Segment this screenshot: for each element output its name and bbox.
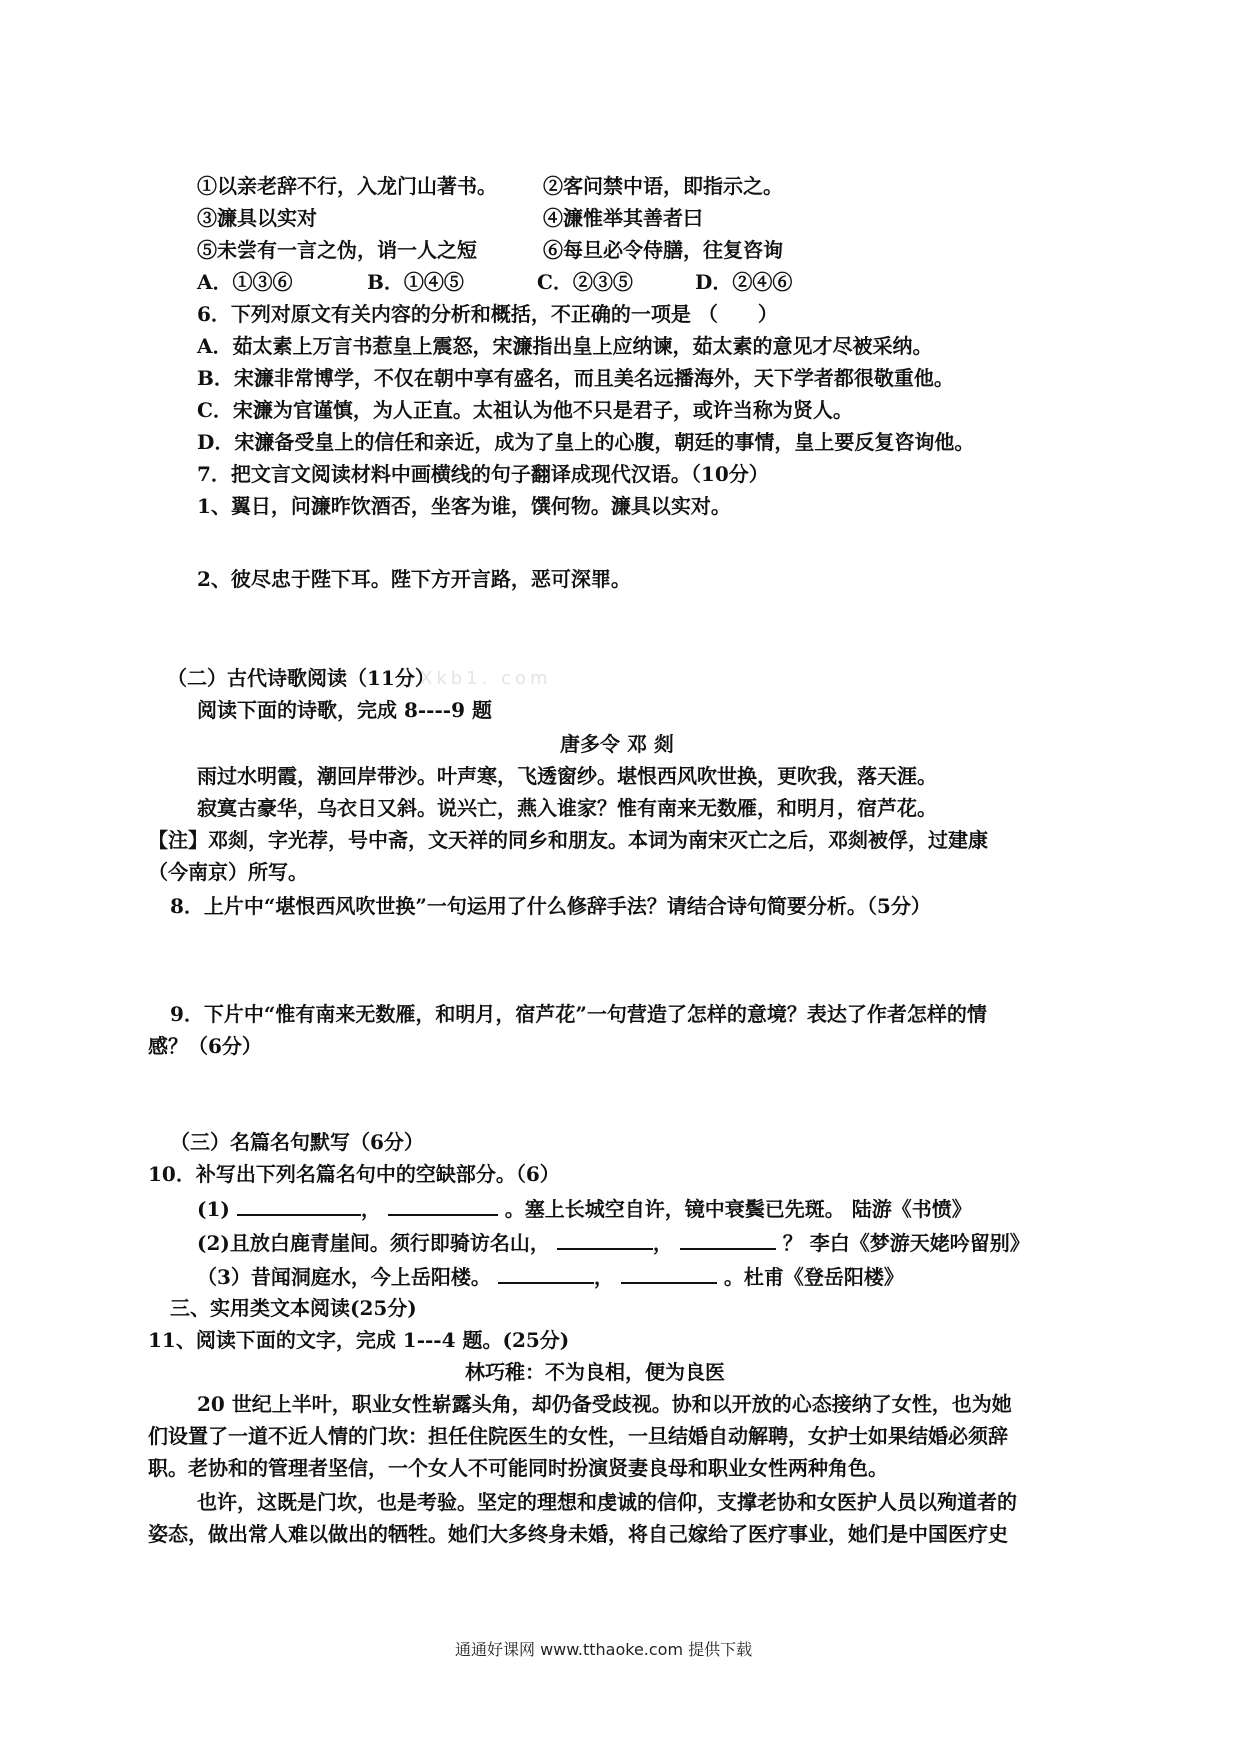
paragraph-1-line-2: 们设置了一道不近人情的门坎：担任住院医生的女性，一旦结婚自动解聘，女护士如果结婚必须辞 bbox=[148, 1424, 1008, 1448]
section3-heading: （三）名篇名句默写（6分） bbox=[170, 1130, 424, 1154]
q5-choice-c: C．②③⑤ bbox=[537, 270, 633, 294]
q7-sentence-1: 1、翼日，问濂昨饮酒否，坐客为谁，馔何物。濂具以实对。 bbox=[197, 494, 731, 518]
q10-item-2-blank-1[interactable] bbox=[557, 1226, 653, 1250]
q9-stem-line-1: 9．下片中“惟有南来无数雁，和明月，宿芦花”一句营造了怎样的意境？表达了作者怎样的情 bbox=[170, 1002, 987, 1026]
q5-option-2: ②客问禁中语，即指示之。 bbox=[543, 174, 783, 198]
poem-title: 唐多令 邓 剡 bbox=[560, 732, 674, 756]
poem-line-2: 寂寞古豪华，乌衣日又斜。说兴亡，燕入谁家？惟有南来无数雁，和明月，宿芦花。 bbox=[197, 796, 937, 820]
q5-option-1: ①以亲老辞不行，入龙门山著书。 bbox=[197, 174, 497, 198]
paragraph-2-line-2: 姿态，做出常人难以做出的牺牲。她们大多终身未婚，将自己嫁给了医疗事业，她们是中国医疗史 bbox=[148, 1522, 1008, 1546]
poem-note-1: 【注】邓剡，字光荐，号中斋，文天祥的同乡和朋友。本词为南宋灭亡之后，邓剡被俘，过建康 bbox=[148, 828, 988, 852]
q8-stem: 8．上片中“堪恨西风吹世换”一句运用了什么修辞手法？请结合诗句简要分析。（5分） bbox=[170, 894, 931, 918]
q5-option-6: ⑥每旦必令侍膳，往复咨询 bbox=[543, 238, 783, 262]
q6-option-d: D．宋濂备受皇上的信任和亲近，成为了皇上的心腹，朝廷的事情，皇上要反复咨询他。 bbox=[197, 430, 975, 454]
paragraph-1-line-1: 20 世纪上半叶，职业女性崭露头角，却仍备受歧视。协和以开放的心态接纳了女性，也为她 bbox=[197, 1392, 1012, 1416]
q11-stem: 11、阅读下面的文字，完成 1---4 题。(25分) bbox=[148, 1328, 570, 1352]
q10-item-3-blank-1[interactable] bbox=[498, 1260, 594, 1284]
q5-option-4: ④濂惟举其善者曰 bbox=[543, 206, 703, 230]
q10-item-2-text: (2)且放白鹿青崖间。须行即骑访名山， bbox=[197, 1231, 550, 1255]
q7-sentence-2: 2、彼尽忠于陛下耳。陛下方开言路，恶可深罪。 bbox=[197, 567, 631, 591]
q5-choice-a: A．①③⑥ bbox=[197, 270, 293, 294]
q5-choice-b: B．①④⑤ bbox=[367, 270, 464, 294]
comma: ， bbox=[652, 1231, 673, 1255]
q10-item-2-blank-2[interactable] bbox=[680, 1226, 776, 1250]
q10-item-2-source: ？ 李白《梦游天姥吟留别》 bbox=[782, 1231, 1030, 1255]
poem-line-1: 雨过水明霞，潮回岸带沙。叶声寒，飞透窗纱。堪恨西风吹世换，更吹我，落天涯。 bbox=[197, 764, 937, 788]
q6-option-b: B．宋濂非常博学，不仅在朝中享有盛名，而且美名远播海外，天下学者都很敬重他。 bbox=[197, 366, 954, 390]
q10-item-1-text: 。塞上长城空自许，镜中衰鬓已先斑。 陆游《书愤》 bbox=[504, 1197, 972, 1221]
section2-instruction: 阅读下面的诗歌，完成 8----9 题 bbox=[197, 698, 492, 722]
q10-item-3 bbox=[197, 1260, 904, 1291]
q10-item-3-blank-2[interactable] bbox=[621, 1260, 717, 1284]
q6-stem: 6．下列对原文有关内容的分析和概括，不正确的一项是 （ ） bbox=[197, 302, 778, 326]
q9-stem-line-2: 感？（6分） bbox=[148, 1034, 262, 1058]
comma: ， bbox=[360, 1197, 381, 1221]
q10-item-2 bbox=[197, 1226, 1030, 1257]
paragraph-2-line-1: 也许，这既是门坎，也是考验。坚定的理想和虔诚的信仰，支撑老协和女医护人员以殉道者的 bbox=[197, 1490, 1017, 1514]
q5-choice-d: D．②④⑥ bbox=[695, 270, 793, 294]
q6-option-a: A．茹太素上万言书惹皇上震怒，宋濂指出皇上应纳谏，茹太素的意见才尽被采纳。 bbox=[197, 334, 933, 358]
q10-item-1-blank-1[interactable] bbox=[237, 1192, 361, 1216]
q10-item-3-text: （3）昔闻洞庭水，今上岳阳楼。 bbox=[197, 1265, 491, 1289]
q7-stem: 7．把文言文阅读材料中画横线的句子翻译成现代汉语。（10分） bbox=[197, 462, 769, 486]
article-title: 林巧稚：不为良相，便为良医 bbox=[465, 1360, 725, 1384]
part3-heading: 三、实用类文本阅读(25分) bbox=[170, 1296, 417, 1320]
q10-item-1-blank-2[interactable] bbox=[388, 1192, 498, 1216]
q5-option-3: ③濂具以实对 bbox=[197, 206, 317, 230]
q6-option-c: C．宋濂为官谨慎，为人正直。太祖认为他不只是君子，或许当称为贤人。 bbox=[197, 398, 853, 422]
paragraph-1-line-3: 职。老协和的管理者坚信，一个女人不可能同时扮演贤妻良母和职业女性两种角色。 bbox=[148, 1456, 888, 1480]
q10-item-1-number: (1) bbox=[197, 1197, 230, 1221]
poem-note-2: （今南京）所写。 bbox=[148, 860, 308, 884]
section2-heading: （二）古代诗歌阅读（11分） bbox=[167, 666, 435, 690]
q5-option-5: ⑤未尝有一言之伪，诮一人之短 bbox=[197, 238, 477, 262]
q10-item-1 bbox=[197, 1192, 972, 1223]
q10-stem: 10．补写出下列名篇名句中的空缺部分。（6） bbox=[148, 1162, 560, 1186]
footer-text: 通通好课网 www.tthaoke.com 提供下载 bbox=[455, 1640, 753, 1659]
watermark: Xkb1. com bbox=[420, 668, 552, 689]
q10-item-3-source: 。杜甫《登岳阳楼》 bbox=[723, 1265, 904, 1289]
comma: ， bbox=[593, 1265, 614, 1289]
